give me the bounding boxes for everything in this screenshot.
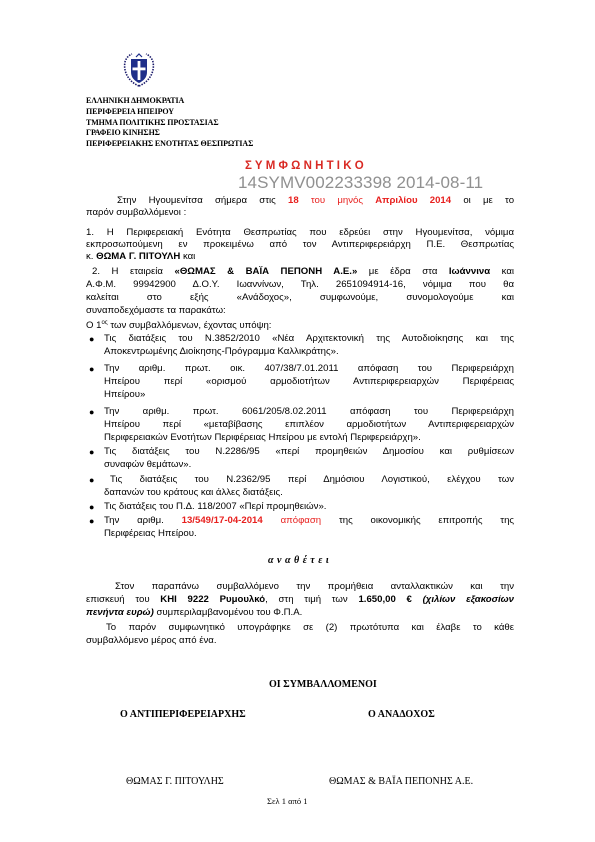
assigns-heading: α ν α θ έ τ ε ι	[268, 555, 330, 566]
item-2-line-1: Την αριθμ. πρωτ. οικ. 407/38/7.01.2011 απόφαση του Περιφερειάρχη	[104, 363, 514, 374]
item-7-line-2: Περιφέρειας Ηπείρου.	[104, 528, 197, 539]
award-line-4: Το παρόν συμφωνητικό υπογράφηκε σε (2) πρωτότυπα και έλαβε το κάθε	[106, 622, 514, 633]
party1-name: ΘΩΜΑ Γ. ΠΙΤΟΥΛΗ	[96, 251, 181, 262]
item-7-line-1: Την αριθμ. 13/549/17-04-2014 απόφαση της οικονομικής επιτροπής της	[104, 515, 515, 526]
bullet-icon: ●	[89, 407, 95, 417]
item-5-line-1: Τις διατάξεις του Ν.2362/95 περί Δημόσιου Λογιστικού, ελέγχου των	[110, 474, 514, 485]
header-line-country: ΕΛΛΗΝΙΚΗ ΔΗΜΟΚΡΑΤΙΑ	[86, 96, 185, 105]
party1-line-3: κ. ΘΩΜΑ Γ. ΠΙΤΟΥΛΗ και	[86, 251, 196, 262]
signature-role-left: Ο ΑΝΤΙΠΕΡΙΦΕΡΕΙΑΡΧΗΣ	[120, 709, 246, 720]
coat-of-arms-emblem	[120, 52, 158, 88]
intro-line: Στην Ηγουμενίτσα σήμερα στις 18 του μηνός Απριλίου 2014 οι με το	[117, 195, 515, 206]
registration-stamp: 14SYMV002233398 2014-08-11	[238, 173, 484, 192]
header-block	[86, 96, 253, 150]
party2-company: «ΘΩΜΑΣ & ΒΑΪΑ ΠΕΠΟΝΗ Α.Ε.»	[174, 266, 358, 277]
header-line-office: ΓΡΑΦΕΙΟ ΚΙΝΗΣΗΣ	[86, 128, 160, 138]
award-line-3: πενήντα ευρώ) συμπεριλαμβανομένου του Φ.Π.Α.	[86, 607, 303, 618]
contract-amount: 1.650,00 €	[358, 594, 412, 605]
bullet-icon: ●	[89, 334, 95, 344]
intro-line-2: παρόν συμβαλλόμενοι :	[86, 207, 187, 218]
party2-line-4: συναποδεχόμαστε τα παρακάτω:	[86, 305, 226, 316]
signature-name-left: ΘΩΜΑΣ Γ. ΠΙΤΟΥΛΗΣ	[126, 776, 224, 787]
award-line-1: Στον παραπάνω συμβαλλόμενο την προμήθεια ανταλλακτικών και την	[115, 581, 514, 592]
item-3-line-3: Περιφερειακών Ενοτήτων Περιφέρειας Ηπείρου με εντολή Περιφερειάρχη».	[104, 432, 421, 443]
party2-city: Ιωάννινα	[448, 266, 491, 277]
contract-month: Απριλίου 2014	[375, 195, 452, 206]
bullet-icon: ●	[89, 516, 95, 526]
signature-role-right: Ο ΑΝΑΔΟΧΟΣ	[368, 709, 435, 720]
page-number: Σελ 1 από 1	[267, 796, 308, 806]
party1-line-1: 1. Η Περιφερειακή Ενότητα Θεσπρωτίας που εδρεύει στην Ηγουμενίτσα, νόμιμα	[86, 227, 514, 238]
header-line-region: ΠΕΡΙΦΕΡΕΙΑ ΗΠΕΙΡΟΥ	[86, 106, 174, 116]
document-title: Σ Υ Μ Φ Ω Ν Η Τ Ι Κ Ο	[245, 160, 364, 172]
item-3-line-1: Την αριθμ. πρωτ. 6061/205/8.02.2011 απόφαση του Περιφερειάρχη	[104, 406, 514, 417]
item-4-line-2: συναφών θεμάτων».	[104, 459, 192, 470]
item-2-line-2: Ηπείρου περί «ορισμού αρμοδιοτήτων Αντιπεριφερειαρχών Περιφέρειας	[104, 376, 514, 387]
award-line-5: συμβαλλόμενο μέρος από ένα.	[86, 635, 217, 646]
item-4-line-1: Τις διατάξεις του Ν.2286/95 «περί προμηθειών Δημοσίου και ρυθμίσεων	[104, 446, 514, 457]
item-5-line-2: δαπανών του κράτους και άλλες διατάξεις.	[104, 487, 283, 498]
vehicle-id: ΚΗΙ 9222 Ρυμουλκό	[160, 594, 266, 605]
award-line-2: επισκευή του ΚΗΙ 9222 Ρυμουλκό, στη τιμή των 1.650,00 € (χιλίων εξακοσίων	[86, 594, 515, 605]
signatures-heading: ΟΙ ΣΥΜΒΑΛΛΟΜΕΝΟΙ	[269, 679, 377, 690]
decision-number: 13/549/17-04-2014	[181, 515, 263, 526]
party2-line-1: 2. Η εταιρεία «ΘΩΜΑΣ & ΒΑΪΑ ΠΕΠΟΝΗ Α.Ε.» με έδρα στα Ιωάννινα και	[92, 266, 515, 277]
item-6: Τις διατάξεις του Π.Δ. 118/2007 «Περί προμηθειών».	[104, 501, 327, 512]
bullet-icon: ●	[89, 475, 95, 485]
party2-line-3: καλείται στο εξής «Ανάδοχος», συμφωνούμε, συνομολογούμε και	[86, 292, 514, 303]
item-2-line-3: Ηπείρου»	[104, 389, 146, 400]
item-1-line-2: Αποκεντρωμένης Διοίκησης-Πρόγραμμα Καλλικράτης».	[104, 346, 339, 357]
signature-name-right: ΘΩΜΑΣ & ΒΑΪΑ ΠΕΠΟΝΗΣ Α.Ε.	[329, 776, 474, 787]
party1-line-2: εκπροσωπούμενη εν προκειμένω από τον Αντιπεριφερειάρχη Π.Ε. Θεσπρωτίας	[86, 239, 514, 250]
bullet-icon: ●	[89, 502, 95, 512]
item-1-line-1: Τις διατάξεις του Ν.3852/2010 «Νέα Αρχιτεκτονική της Αυτοδιοίκησης και της	[104, 333, 514, 344]
contract-day: 18	[287, 195, 299, 206]
bullet-icon: ●	[89, 447, 95, 457]
party2-line-2: Α.Φ.Μ. 99942900 Δ.Ο.Υ. Ιωαννίνων, Τηλ. 2651094914-16, νόμιμα που θα	[86, 279, 514, 290]
header-line-department: ΤΜΗΜΑ ΠΟΛΙΤΙΚΗΣ ΠΡΟΣΤΑΣΙΑΣ	[86, 117, 219, 127]
considering-line: Ο $1^{o\varsigma}$ των συμβαλλόμενων, έχοντας υπόψη:	[86, 320, 272, 332]
bullet-icon: ●	[89, 364, 95, 374]
item-3-line-2: Ηπείρου περί «μεταβίβασης επιπλέον αρμοδιοτήτων Αντιπεριφερειαρχών	[104, 419, 514, 430]
header-line-unit: ΠΕΡΙΦΕΡΕΙΑΚΗΣ ΕΝΟΤΗΤΑΣ ΘΕΣΠΡΩΤΙΑΣ	[86, 139, 254, 149]
